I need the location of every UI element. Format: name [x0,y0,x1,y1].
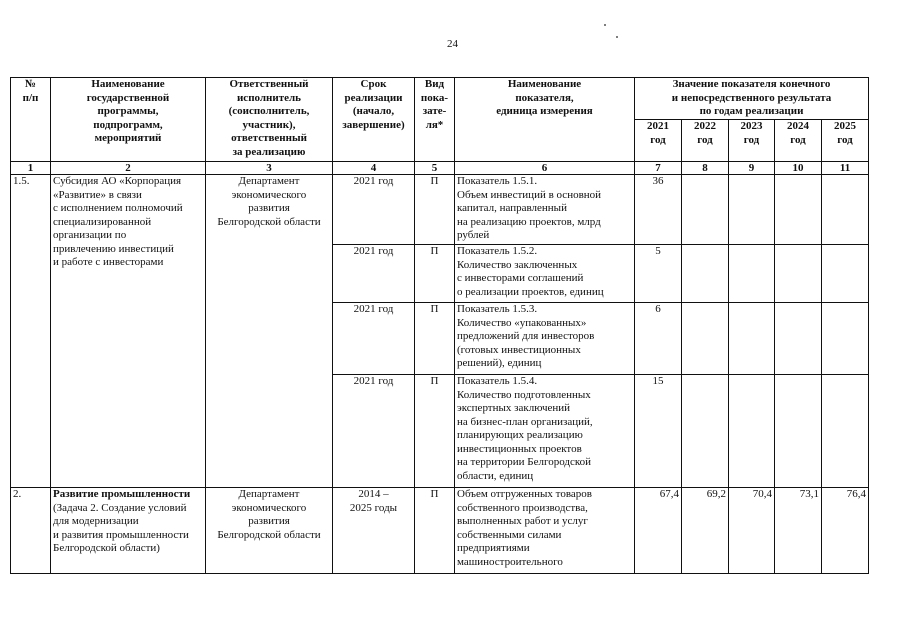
value-cell: 6 [635,303,682,375]
column-number: 4 [333,162,415,175]
column-number: 11 [822,162,869,175]
value-cell [729,245,775,303]
row-number: 1.5. [11,175,51,488]
scan-speck [616,36,618,38]
measure-name-task: (Задача 2. Создание условий для модернизации и развития промышленности Белгородской области) [53,501,189,554]
value-cell [822,303,869,375]
value-cell [682,303,729,375]
header-year-2021: 2021 год [635,120,682,162]
table-row [11,175,869,245]
measure-name: Субсидия АО «Корпорация «Развитие» в связи с исполнением полномочий специализированной организации по привлечению инвестиций и работе с инвесторами [51,175,206,488]
value-cell: 70,4 [729,488,775,574]
period-cell: 2021 год [333,375,415,488]
measure-name-title: Развитие промышленности [53,488,191,500]
header-year-2023: 2023 год [729,120,775,162]
column-number: 3 [206,162,333,175]
measure-name [51,488,206,574]
column-number: 9 [729,162,775,175]
responsible-executor: Департамент экономического развития Белгородской области [206,488,333,574]
indicator-type: П [415,488,455,574]
row-number: 2. [11,488,51,574]
indicator-name: Показатель 1.5.1. Объем инвестиций в основной капитал, направленный на реализацию проектов, млрд рублей [455,175,635,245]
indicator-type: П [415,375,455,488]
header-indicator: Наименование показателя, единица измерения [455,78,635,162]
value-cell [729,375,775,488]
column-number: 5 [415,162,455,175]
value-cell [775,175,822,245]
header-type: Вид пока- зате- ля* [415,78,455,162]
column-number: 6 [455,162,635,175]
value-cell: 36 [635,175,682,245]
header-values-group: Значение показателя конечного и непосредственного результата по годам реализации [635,78,869,120]
value-cell [775,375,822,488]
period-cell: 2014 – 2025 годы [333,488,415,574]
column-number: 7 [635,162,682,175]
value-cell: 76,4 [822,488,869,574]
column-number: 2 [51,162,206,175]
header-year-2025: 2025 год [822,120,869,162]
table-row [11,488,869,574]
period-cell: 2021 год [333,303,415,375]
indicator-name: Показатель 1.5.3. Количество «упакованных» предложений для инвесторов (готовых инвестиционных решений), единиц [455,303,635,375]
responsible-executor: Департамент экономического развития Белгородской области [206,175,333,488]
value-cell [682,175,729,245]
value-cell [822,175,869,245]
value-cell: 69,2 [682,488,729,574]
value-cell [682,245,729,303]
value-cell [682,375,729,488]
indicator-type: П [415,175,455,245]
column-number: 8 [682,162,729,175]
header-period: Срок реализации (начало, завершение) [333,78,415,162]
value-cell: 5 [635,245,682,303]
indicator-name: Объем отгруженных товаров собственного производства, выполненных работ и услуг собственными силами предприятиями машиностроительного [455,488,635,574]
column-number: 10 [775,162,822,175]
header-year-2022: 2022 год [682,120,729,162]
indicator-name: Показатель 1.5.2. Количество заключенных с инвесторами соглашений о реализации проектов, единиц [455,245,635,303]
value-cell [729,175,775,245]
value-cell [729,303,775,375]
indicators-table [10,77,869,574]
value-cell: 73,1 [775,488,822,574]
value-cell [822,245,869,303]
column-number: 1 [11,162,51,175]
value-cell [775,303,822,375]
value-cell [822,375,869,488]
value-cell: 67,4 [635,488,682,574]
period-cell: 2021 год [333,245,415,303]
indicator-type: П [415,245,455,303]
indicator-name: Показатель 1.5.4. Количество подготовленных экспертных заключений на бизнес-план организаций, планирующих реализацию инвестиционных проектов на территории Белгородской области, единиц [455,375,635,488]
header-name: Наименование государственной программы, подпрограмм, мероприятий [51,78,206,162]
value-cell [775,245,822,303]
header-year-2024: 2024 год [775,120,822,162]
page-number: 24 [447,38,458,50]
period-cell: 2021 год [333,175,415,245]
scan-speck [604,24,606,26]
header-num: № п/п [11,78,51,162]
value-cell: 15 [635,375,682,488]
header-responsible: Ответственный исполнитель (соисполнитель, участник), ответственный за реализацию [206,78,333,162]
indicator-type: П [415,303,455,375]
